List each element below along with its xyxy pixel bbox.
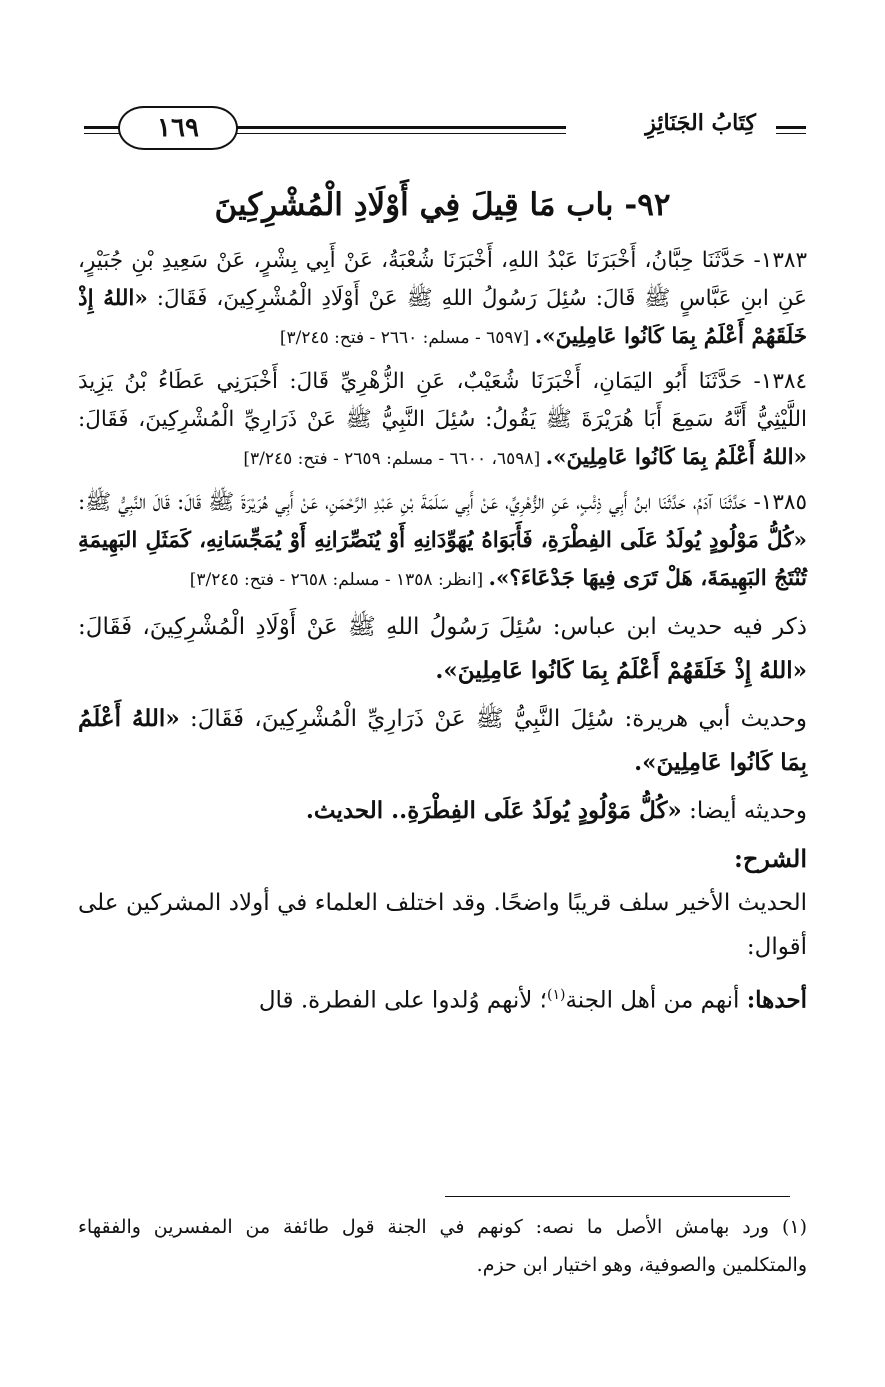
sharh-paragraph: أحدها: أنهم من أهل الجنة$^{(١)}$؛ لأنهم وُلدوا على الفطرة. قال: [258, 986, 807, 1014]
hadith-matn: «اللهُ أَعْلَمُ بِمَا كَانُوا عَامِلِينَ».: [545, 445, 807, 470]
page-body: [78, 180, 807, 1027]
running-header: [84, 104, 806, 156]
sharh-paragraph: الحديث الأخير سلف قريبًا واضحًا. وقد اختلف العلماء في أولاد المشركين على أقوال:: [78, 890, 807, 960]
hadith-1384: [78, 363, 807, 478]
commentary-paragraph: ذكر فيه حديث ابن عباس: سُئِلَ رَسُولُ اللهِ ﷺ عَنْ أَوْلَادِ الْمُشْرِكِينَ، فَقَالَ: «اللهُ إِذْ خَلَقَهُمْ أَعْلَمُ بِمَا كَانُوا عَامِلِينَ».: [78, 614, 807, 684]
chapter-title: ٩٢- باب مَا قِيلَ فِي أَوْلَادِ الْمُشْرِكِينَ: [214, 187, 671, 223]
page-number: ١٦٩: [118, 106, 238, 150]
footnote-marker[interactable]: (١): [546, 987, 566, 1003]
hadith-1383: [78, 242, 807, 357]
footnote-separator: [445, 1196, 790, 1197]
hadith-1385: [78, 484, 807, 599]
hadith-matn: «كُلُّ مَوْلُودٍ يُولَدُ عَلَى الفِطْرَةِ، فَأَبَوَاهُ يُهَوِّدَانِهِ أَوْ يُنَصِّرَانِهِ أَوْ يُمَجِّسَانِهِ، كَمَثَلِ البَهِيمَةِ تُنْتَجُ البَهِيمَةَ، هَلْ تَرَى فِيهَا جَدْعَاءَ؟».: [78, 528, 807, 591]
hadith-isnad: ١٣٨٥- حَدَّثَنَا آدَمُ، حَدَّثَنَا ابنُ أَبِي ذِئْبٍ، عَنِ الزُّهْرِيِّ، عَنْ أَبِي سَلَمَةَ بْنِ عَبْدِ الرَّحْمَنِ، عَنْ أَبِي هُرَيْرَةَ ﷺ قَالَ: قَالَ النَّبِيُّ ﷺ:: [78, 490, 807, 515]
hadith-isnad: ١٣٨٤- حَدَّثَنَا أَبُو اليَمَانِ، أَخْبَرَنَا شُعَيْبٌ، عَنِ الزُّهْرِيِّ قَالَ: أَخْبَرَنِي عَطَاءُ بْنُ يَزِيدَ اللَّيْثِيُّ أَنَّهُ سَمِعَ أَبَا هُرَيْرَةَ ﷺ يَقُولُ: سُئِلَ النَّبِيُّ ﷺ عَنْ ذَرَارِيِّ الْمُشْرِكِينَ، فَقَالَ:: [78, 369, 807, 432]
hadith-reference: [انظر: ١٣٥٨ - مسلم: ٢٦٥٨ - فتح: ٣/٢٤٥]: [189, 570, 489, 590]
footnote: (١) ورد بهامش الأصل ما نصه: كونهم في الجنة قول طائفة من المفسرين والفقهاء والمتكلمين والصوفية، وهو اختيار ابن حزم.: [78, 1216, 807, 1276]
sharh-heading: الشرح:: [734, 844, 807, 873]
commentary-paragraph: وحديثه أيضا: «كُلُّ مَوْلُودٍ يُولَدُ عَلَى الفِطْرَةِ.. الحديث.: [305, 797, 807, 824]
hadith-reference: [٦٥٩٨، ٦٦٠٠ - مسلم: ٢٦٥٩ - فتح: ٣/٢٤٥]: [243, 449, 546, 469]
hadith-reference: [٦٥٩٧ - مسلم: ٢٦٦٠ - فتح: ٣/٢٤٥]: [279, 328, 535, 348]
running-title: كِتَابُ الجَنَائِزِ: [635, 110, 766, 136]
hadith-isnad: ١٣٨٣- حَدَّثَنَا حِبَّانُ، أَخْبَرَنَا عَبْدُ اللهِ، أَخْبَرَنَا شُعْبَةُ، عَنْ أَبِي بِشْرٍ، عَنْ سَعِيدِ بْنِ جُبَيْرٍ، عَنِ ابنِ عَبَّاسٍ ﷺ قَالَ: سُئِلَ رَسُولُ اللهِ ﷺ عَنْ أَوْلَادِ الْمُشْرِكِينَ، فَقَالَ:: [78, 248, 807, 311]
commentary-paragraph: وحديث أبي هريرة: سُئِلَ النَّبِيُّ ﷺ عَنْ ذَرَارِيِّ الْمُشْرِكِينَ، فَقَالَ: «اللهُ أَعْلَمُ بِمَا كَانُوا عَامِلِينَ».: [78, 705, 807, 776]
hadith-matn: «اللهُ إِذْ خَلَقَهُمْ أَعْلَمُ بِمَا كَانُوا عَامِلِينَ».: [78, 286, 807, 349]
